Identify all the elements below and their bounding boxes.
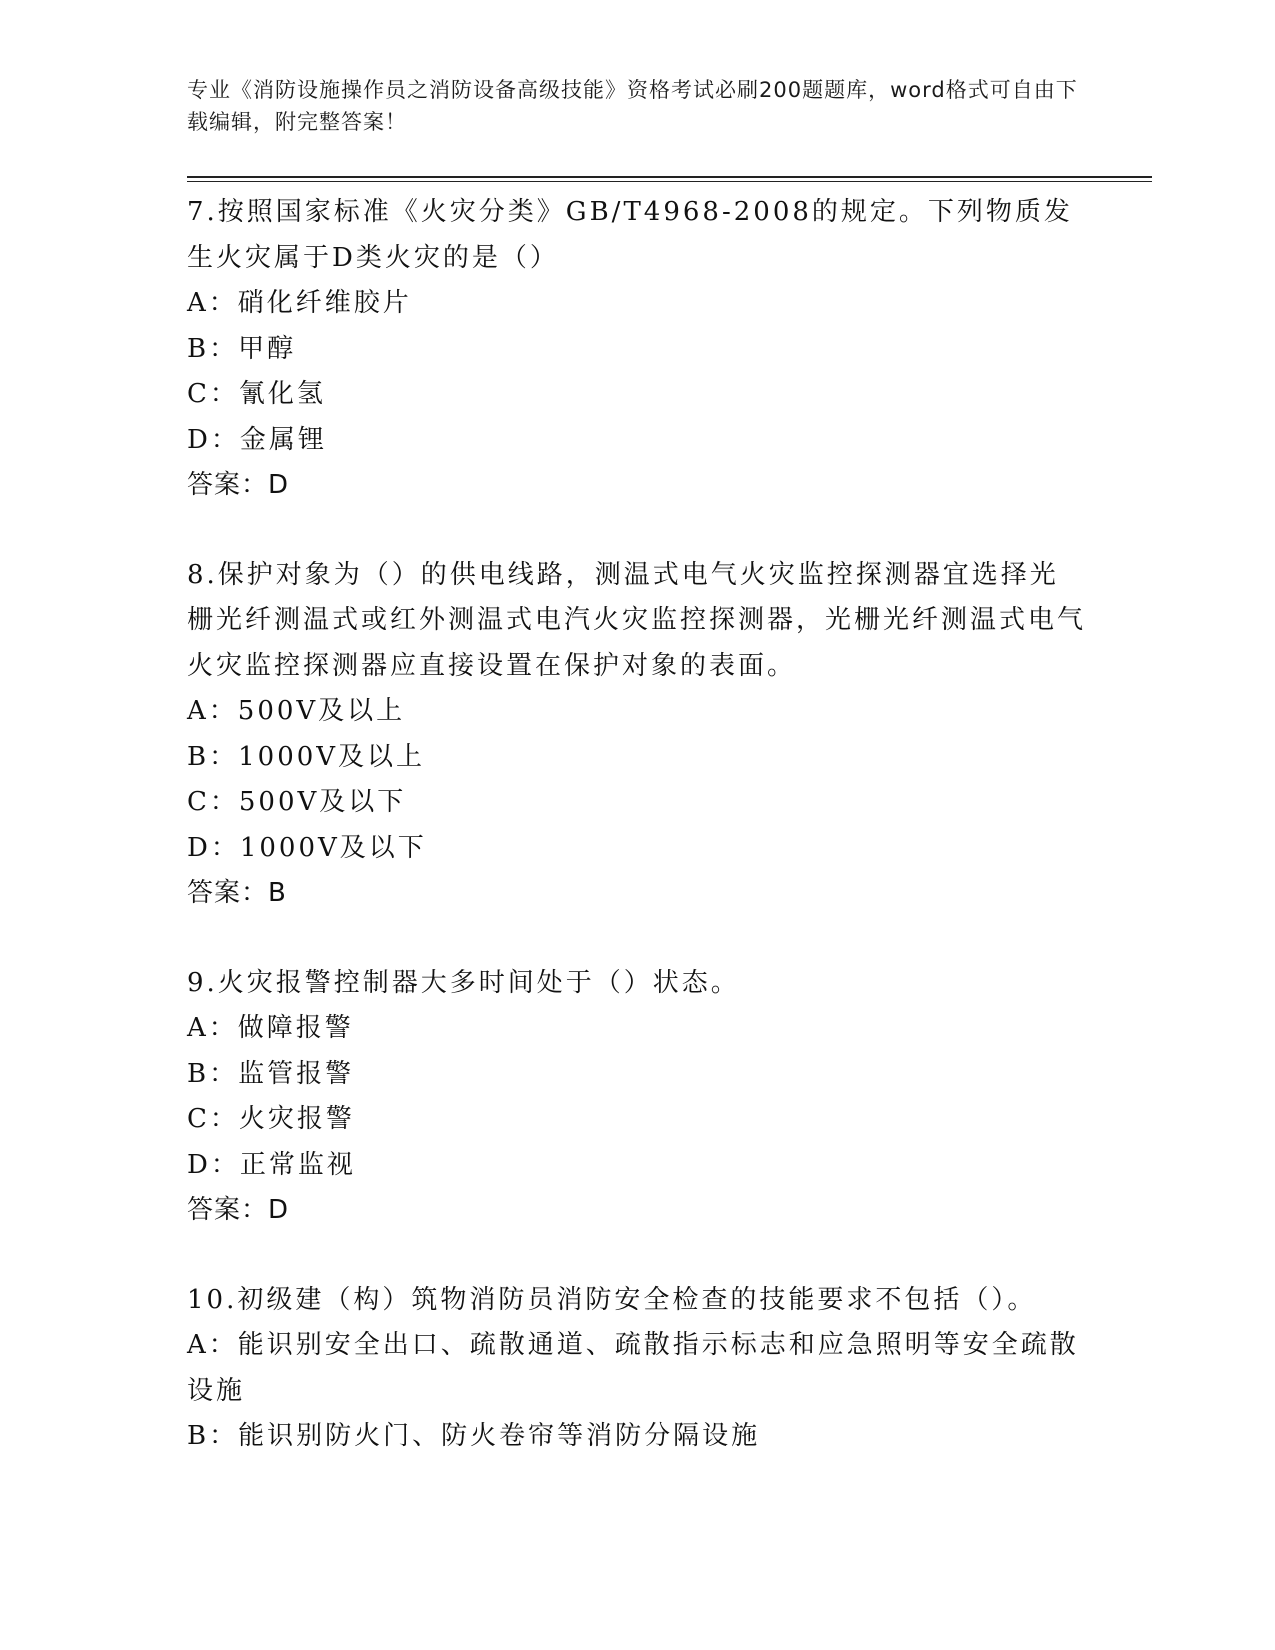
option-a: A：500V及以上	[187, 696, 406, 726]
header-divider-thick	[187, 176, 1152, 178]
option-d: D：正常监视	[187, 1149, 356, 1180]
option-b: B：1000V及以上	[187, 741, 426, 772]
question-stem: 8.保护对象为（）的供电线路，测温式电气火灾监控探测器宜选择光栅光纤测温式或红外测温式电汽火灾监控探测器，光栅光纤测温式电气火灾监控探测器应直接设置在保护对象的表面。	[187, 559, 1087, 681]
option-c: C：氰化氢	[187, 379, 326, 409]
answer-line: 答案：D	[187, 1195, 290, 1225]
option-b: B：甲醇	[187, 333, 297, 364]
option-a: A：做障报警	[187, 1013, 354, 1043]
question-stem: 10.初级建（构）筑物消防员消防安全检查的技能要求不包括（）。	[187, 1284, 1037, 1315]
option-b: B：监管报警	[187, 1058, 355, 1089]
answer-line: 答案：B	[187, 878, 287, 908]
question-8	[187, 553, 1087, 917]
question-stem: 9.火灾报警控制器大多时间处于（）状态。	[187, 967, 740, 998]
option-d: D：1000V及以下	[187, 832, 427, 863]
answer-line: 答案：D	[187, 470, 290, 500]
option-c: C：火灾报警	[187, 1104, 355, 1134]
question-10	[187, 1278, 1087, 1460]
question-9	[187, 961, 1087, 1234]
option-b: B：能识别防火门、防火卷帘等消防分隔设施	[187, 1421, 761, 1451]
question-stem: 7.按照国家标准《火灾分类》GB/T4968-2008的规定。下列物质发生火灾属于D类火灾的是（）	[187, 197, 1073, 273]
document-header: 专业《消防设施操作员之消防设备高级技能》资格考试必刷200题题库，word格式可自由下载编辑，附完整答案！	[187, 78, 1078, 134]
option-c: C：500V及以下	[187, 787, 407, 817]
option-d: D：金属锂	[187, 424, 327, 455]
option-a: A：能识别安全出口、疏散通道、疏散指示标志和应急照明等安全疏散设施	[187, 1330, 1079, 1406]
question-7	[187, 190, 1087, 509]
header-divider-thin	[187, 181, 1152, 182]
option-a: A：硝化纤维胶片	[187, 288, 412, 318]
question-list	[187, 190, 1087, 1504]
